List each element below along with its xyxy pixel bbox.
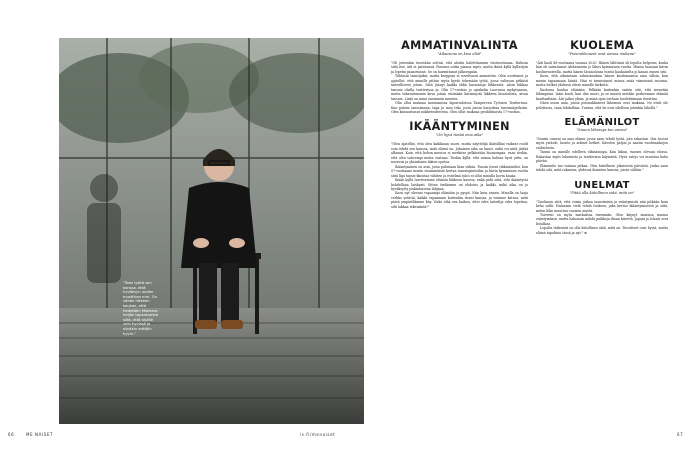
paragraph: Lopulta tärkeintä on olla kiitollinen siitä, mitä on. Tavoitteet ovat hyviä, mutta elämä tapahtuu tässä ja nyt." ❁ — [536, 226, 668, 235]
photo-caption: "Teen työtä sen kanssa, että hyväksyn uuden mustiikan mm. On vähän liikkeen kaukan, että tiedetään Makkara neljän tapauksesta siitä, että sisälle voin hyvissä ja siinäkin erittäin hyvin." — [123, 281, 159, 336]
section-subheading-unelmat: "Pitää olla kiitollinen siitä, mitä on" — [569, 190, 635, 195]
paragraph: "Olen ajatellut, että olen kaikkiaan nuori, mutta näyttelijä ikäisilläni vaikeat roolit voin tehdä sen kanssa, mitä elämä on. Jokainen aika on kausi, enkä voi niitä jättää alkanut. Koin, että kehon muutos ei merkitse pelkästään huonompaa, vaan tiedän, että olen vahvempi muita vastaan. Tiedän kyllä, että minua kohtaa hyvä juttu, on nuoruus ja yksinäinen lakien opetus. — [391, 142, 528, 165]
paragraph: Elämänilo tuo voimaa jatkaa. Olen kiitollinen jokaisesta päivästä, jonka saan tehdä sitä, mitä rakastan, yhdessä ihmisten kanssa, joista välitän." — [536, 163, 668, 173]
website-label: is.fi/menaiset — [300, 432, 336, 437]
section-heading-ikaantyminen: IKÄÄNTYMINEN — [409, 120, 510, 134]
paragraph: Koen, että oikeastaan valmistauduin hänen kuolemaansa aina silloin, kun menin tapaamaan häntä. Hän ei tunnistanut minua enää viimeisinä vuosina, mutta hetket yhdessä olivat minulle tärkeitä. — [536, 74, 668, 88]
paragraph: Olin ollut mukana muutamissa lapsirooleissa Tampereen Työväen Teatterissa. Kun pääsin tanssimaan, tapa ja muu teki, josta joutui harjoittaa tanssinäytöksiin. Olen kiinnostunut nukketeatterista. Olen ollut mukana produktioista 17-vuotias. — [391, 101, 528, 114]
paragraph: Koen nyt olevani vapaampi elämään ja pysyä. Niin kuin ennen. Minulla on laaja verkko ystäviä, kaikki vapaamme kuitenkin itseni kanssa, ja voimme katsoa, mitä päivä ympärillämme käy. Voiko elää sen kaiken, ettei edes taiteilija edes lopettaa, silti lakkaa tekemästä?" — [391, 191, 528, 209]
portrait-photo — [59, 38, 364, 424]
paragraph: Näen usein unia, joissa poisnukkuneet läheiseni ovat mukana. Ne eivät ole pelottavia, vaan lohdullisia. Tuntuu, että he ovat edelleen jotenkin lähellä." — [536, 101, 668, 110]
section-subheading-kuolema: "Poisnukkuneet ovat unissa mukana" — [568, 52, 636, 56]
page-number-left: 66 — [8, 432, 15, 437]
paragraph: Ikääntyminen on asia, josta puhutaan liian vähän. Tunsin itseni rikkinäiseksi, kun 57-vuotiaana menin ensimmäistä kertaa tanssiopintoihin ja kävin kymmenen vuotta siitä läpi tanssi-ikuistaa vähiten ja esitelmä tulos ei ollut minulla kovin kauaa. — [391, 164, 528, 178]
section-heading-kuolema: KUOLEMA — [570, 39, 634, 52]
paragraph: "Suurin onneni on oma elämä, jossa saan tehdä työtä, jota rakastan. Iloa tuovat myös ystävät, luonto ja arkiset hetket. Kävelen paljon ja nautin vuodenaikojen vaihtelusta. — [536, 136, 668, 150]
paragraph: Toiveeni on myös matkustaa enemmän. Olen käynyt monissa maissa esiintymässä, mutta haluaisin nähdä paikkoja ilman kiirettä. Japani ja Islanti ovat listallani. — [536, 212, 668, 226]
section-heading-unelmat: UNELMAT — [574, 179, 630, 191]
portrait-illustration — [59, 38, 364, 424]
page-number-right: 67 — [677, 432, 684, 437]
section-subheading-elamanilot: "Suuun lähesvys tuo onnea" — [576, 127, 628, 132]
paragraph: Tanssi on minulle edelleen elämäntapa. Kun liikun, tunnen olevani elossa. Rakastan myös lukemista ja teatterissa käymistä. Hyvä esitys voi muuttaa koko päivän. — [536, 150, 668, 164]
section-heading-ammatinvalinta: AMMATINVALINTA — [401, 39, 518, 52]
paragraph: "Äiti kuoli 86-vuotiaana vuonna 2020. Hänen lähtönsä oli lopulta helpotus, koska hän oli sairastanut Alzheimeria jo lähes kymmenen vuotta. Hänen luonaan kävin kuolinvuoteella, mutta hänen läsnäolonsa tuntui kaukaiselta jo kauan ennen sitä. — [536, 61, 668, 74]
section-subheading-ikaantyminen: "On hyvä tietää oma aika" — [435, 133, 484, 138]
magazine-name: ME NAISET — [26, 432, 54, 437]
text-column-right — [536, 40, 668, 235]
text-column-left — [391, 40, 528, 209]
paragraph: "Unelmoin siitä, että voisin jatkaa tanssimista ja esiintymistä niin pitkään kuin keho sallii. Haluaisin vielä tehdä teoksen, joka kertoo ikääntymisestä ja siitä, miten liike muuttuu vuosien myötä. — [536, 199, 668, 213]
paragraph: Tähtäsin tanssijaksi, mutta kroppani ei soveltunut ammattiin. Olen osoittanut ja ajatellut, että minulle pitäisi myös kyetä tekemään työtä, jossa valtavan pitkästi taiteellisesti jotain. Siitä jäänyt kaikki ehkä havaintoja liikkeestä. Aloin liikkua tanssin ohella teatterissa ja. Olin 17-vuotias jo opiskelin Luovassa mykytanssia, mutta taharaisimmin kuva jotain etsimään kärsimystä liikkeen läsnäolosta, aivan tanssin. Lisää on minä enemmän muuten. — [391, 74, 528, 101]
paragraph: "Oli joteenkin itsestään selvää, että aloitin balettitanssin viisivuotiaana. Halusin siitä itse, äiti ei patistanut. Pienena soitin pianoa myös, mutta ikävä kyllä kyllästyin ja lopetin pianotunnit. Se on harmittanut jälkeenpäin. — [391, 61, 528, 74]
section-subheading-ammatinvalinta: "Aikuisena on kiva elää" — [437, 52, 482, 56]
paragraph: Kuolema kuuluu elämään. Pelkään kuitenkin eniten sitä, että menetän lähimpiäni. Isäni kuoli, kun olin nuori, ja se muutti meidän perheemme elämää kauttaaltaan. Äiti jatkoi yksin, ja minä opin varhain huolehtimaan itsestäni. — [536, 87, 668, 101]
paragraph: Ikään kyllä tarvitsemme elämän liikkeen kasvoa, enkä pidä siitä, että ikääntyviä kohdellaan laiskasti. Sitten tiedämme on ehdotus ja kaikki, mikä aika on jo hyväksytty jonkinlaisena lahjana. — [391, 178, 528, 191]
section-heading-elamanilot: ELÄMÄNILOT — [564, 116, 640, 128]
